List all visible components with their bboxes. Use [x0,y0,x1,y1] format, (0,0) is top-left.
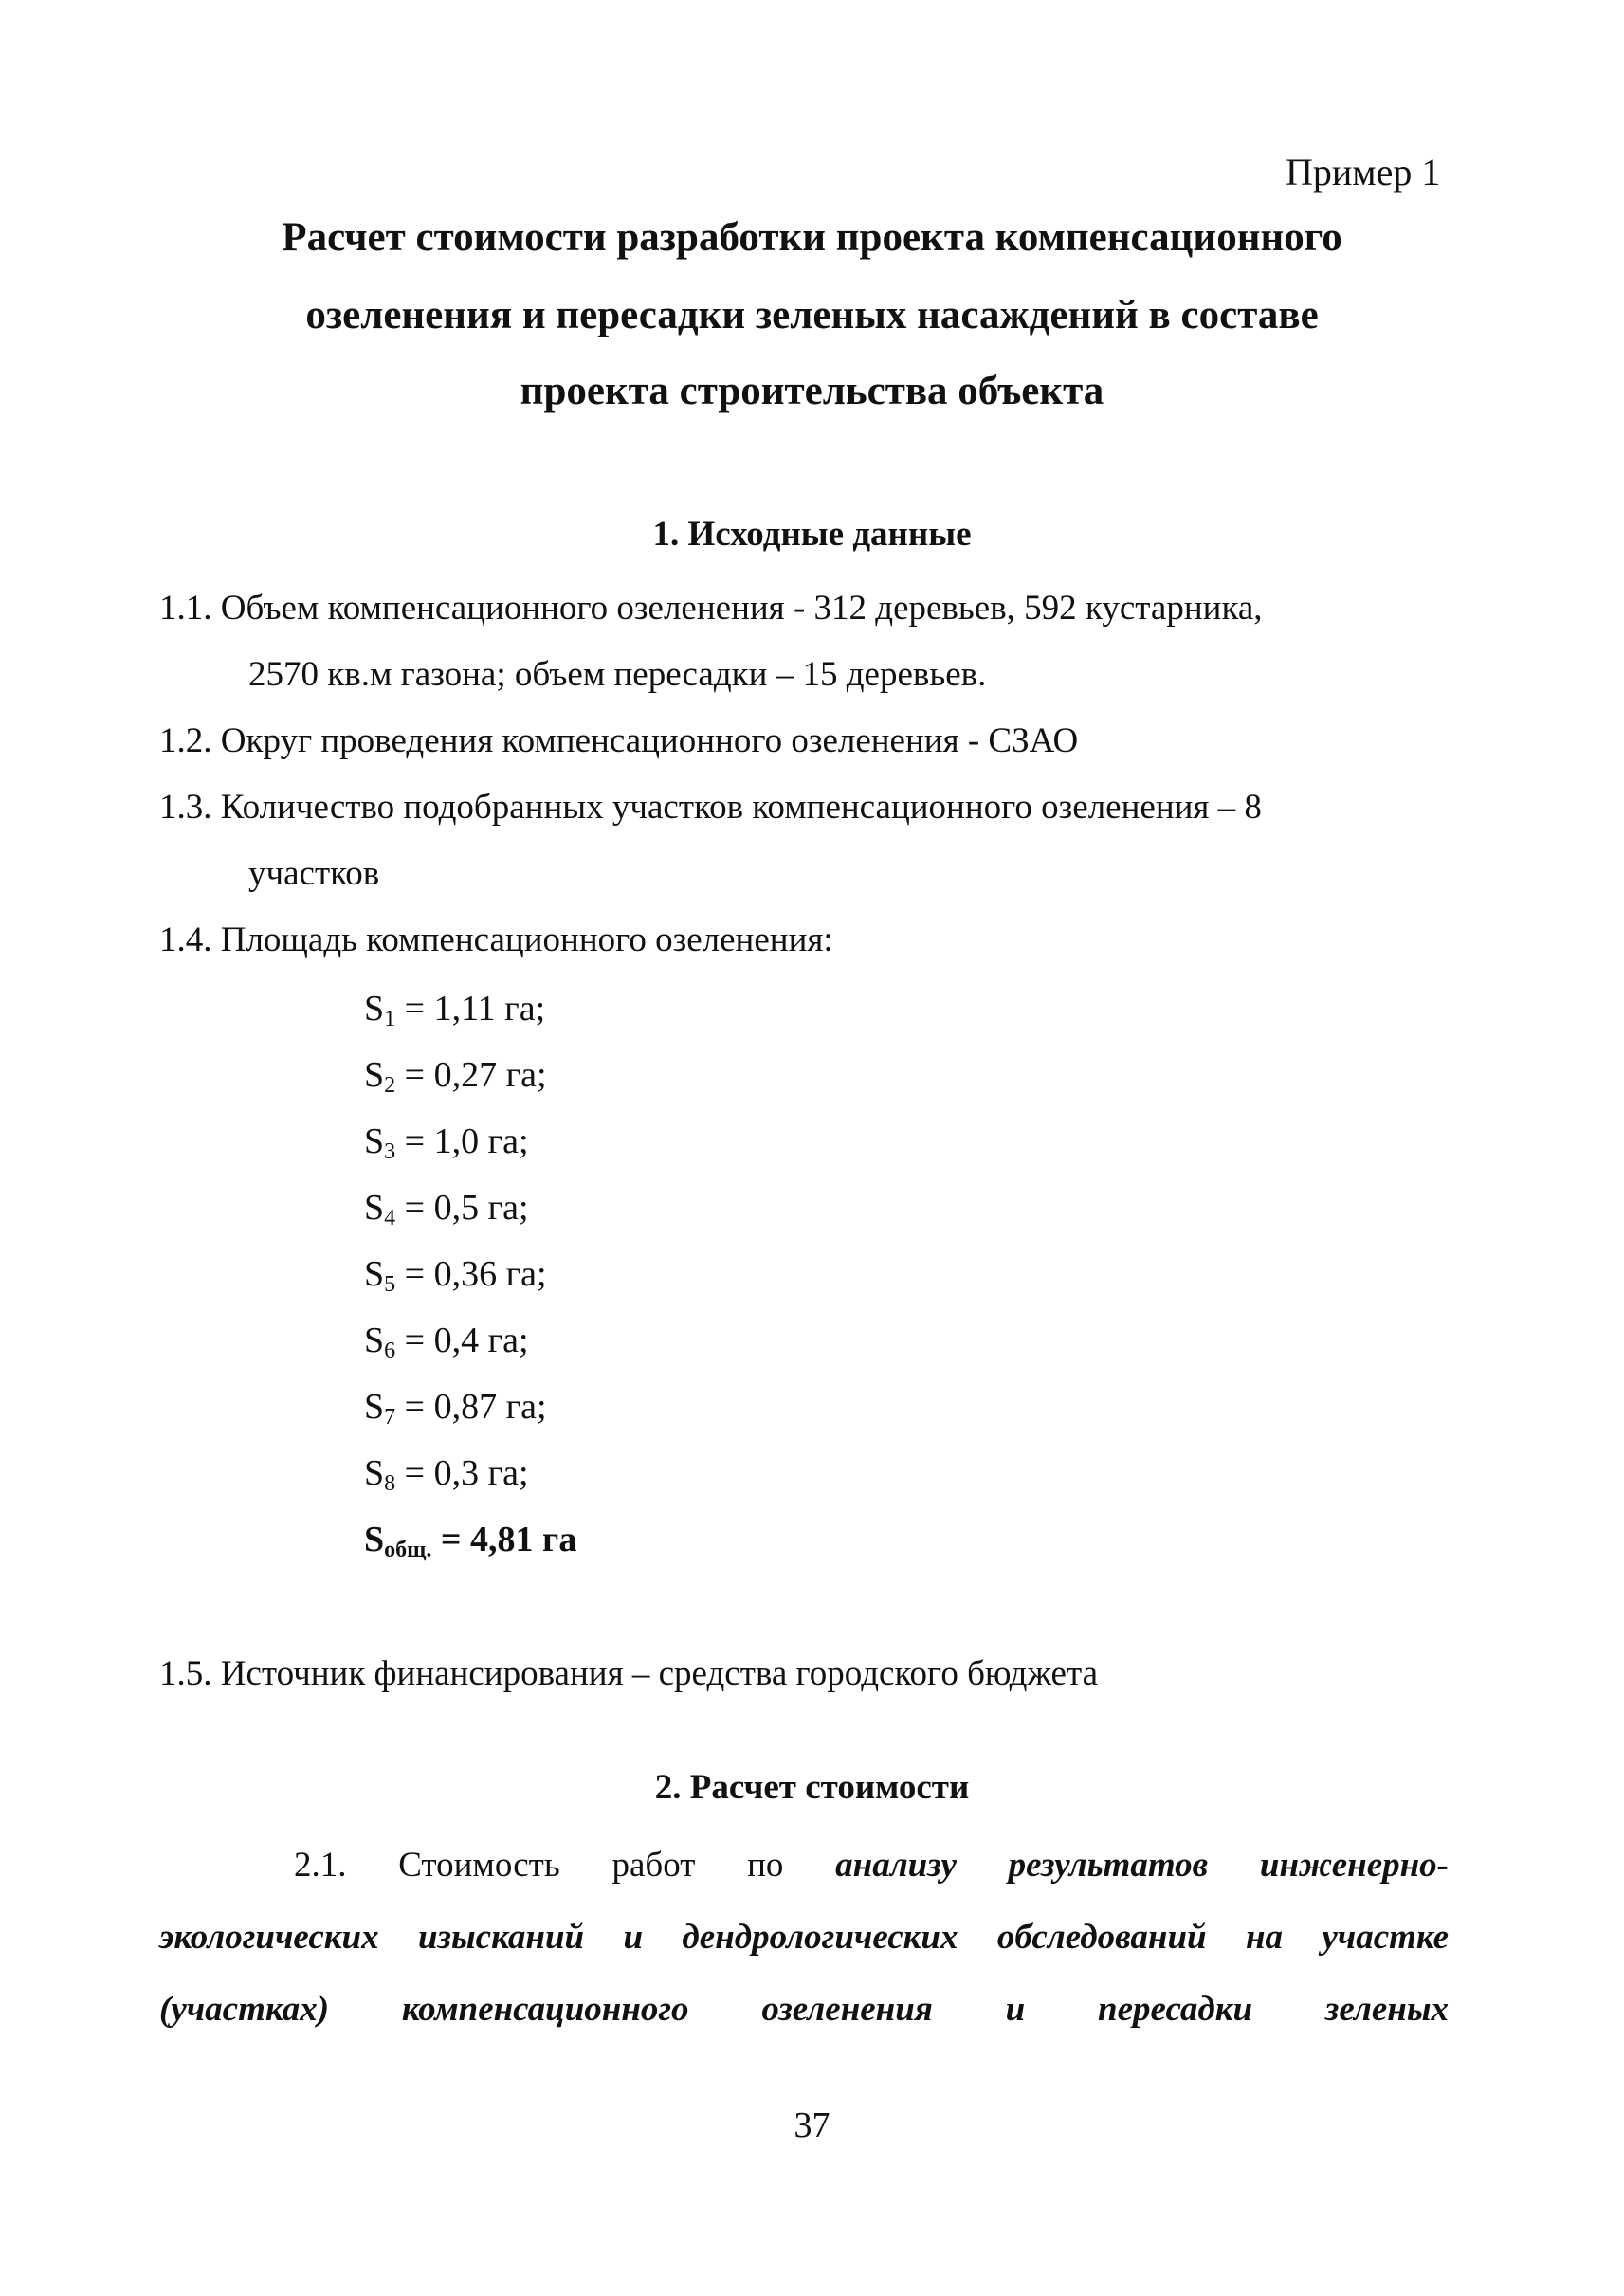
item-text: Площадь компенсационного озеленения: [220,920,833,959]
list-item-1-3 [159,787,1449,828]
area-formula-1: $S_1 = 1,11$ га; [364,989,546,1031]
page-number: 37 [794,2105,830,2145]
area-formula-8: $S_8 = 0,3$ га; [364,1453,529,1496]
item-number: 1.5. [159,1654,212,1693]
example-label: Пример 1 [1286,151,1441,193]
list-item-1-3-continuation: участков [248,854,380,893]
area-formula-2: $S_2 = 0,27$ га; [364,1055,547,1098]
item-number: 1.3. [159,788,212,827]
area-formula-6: $S_6 = 0,4$ га; [364,1321,529,1363]
paragraph-2-1-line-1 [294,1845,1449,1886]
document-title-line-1: Расчет стоимости разработки проекта компенсационного [282,215,1342,260]
item-number: 1.2. [159,721,212,760]
list-item-1-5 [159,1653,1098,1694]
section-2-heading: 2. Расчет стоимости [654,1768,970,1807]
item-text: Объем компенсационного озеленения - 312 деревьев, 592 кустарника, [220,589,1263,628]
paragraph-italic-lead: анализу результатов инженерно- [835,1846,1449,1885]
area-formula-total: $S_{общ.} = 4,81$ га [364,1520,577,1562]
paragraph-2-1-line-3: (участках) компенсационного озеленения и пересадки зеленых [159,1990,1449,2029]
list-item-1-2 [159,720,1078,761]
paragraph-2-1-line-2: экологических изысканий и дендрологических обследований на участке [159,1918,1449,1957]
paragraph-lead: 2.1. Стоимость работ по [294,1846,784,1885]
area-formula-5: $S_5 = 0,36$ га; [364,1254,547,1297]
item-number: 1.1. [159,589,212,628]
item-text: Количество подобранных участков компенсационного озеленения – 8 [220,788,1262,827]
document-title-line-2: озеленения и пересадки зеленых насаждений в составе [305,293,1319,337]
list-item-1-1 [159,588,1449,629]
area-formula-3: $S_3 = 1,0$ га; [364,1121,529,1164]
item-text: Округ проведения компенсационного озеленения - СЗАО [220,721,1079,760]
section-1-heading: 1. Исходные данные [652,515,972,554]
area-formula-4: $S_4 = 0,5$ га; [364,1188,529,1230]
item-number: 1.4. [159,920,212,959]
area-formula-7: $S_7 = 0,87$ га; [364,1387,547,1430]
document-title-line-3: проекта строительства объекта [520,369,1104,413]
list-item-1-1-continuation: 2570 кв.м газона; объем пересадки – 15 деревьев. [248,655,987,694]
item-text: Источник финансирования – средства городского бюджета [220,1654,1099,1693]
list-item-1-4 [159,920,833,960]
